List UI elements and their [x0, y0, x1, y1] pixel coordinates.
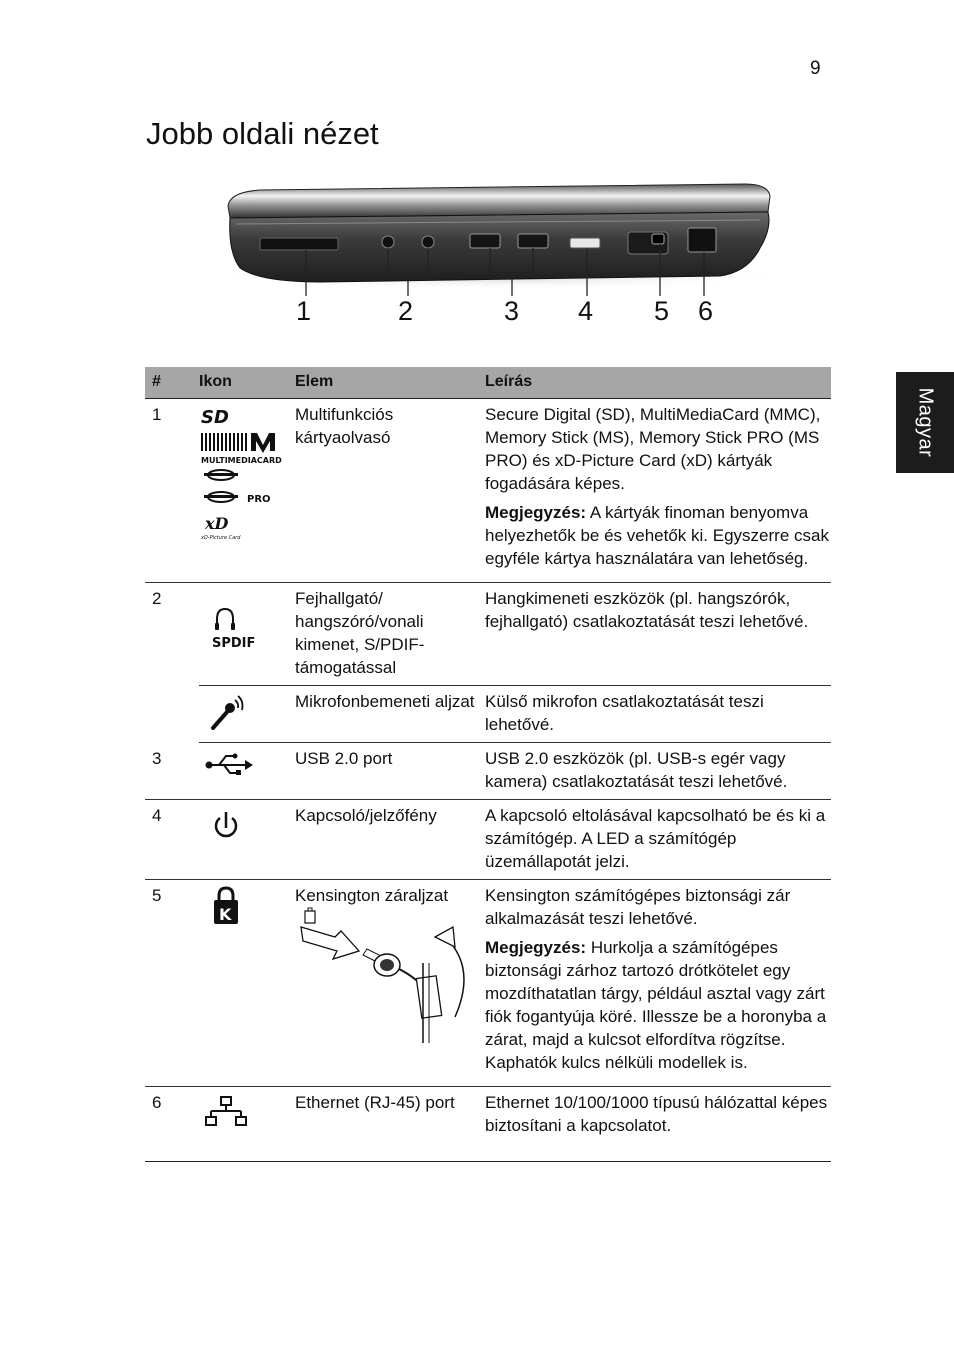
row-num: 2	[152, 589, 162, 608]
headphone-spdif-icon	[199, 583, 295, 686]
row-description	[485, 880, 831, 1087]
ethernet-icon	[199, 1087, 295, 1162]
ms-pro-logo-text: PRO	[247, 494, 271, 505]
callout-4: 4	[578, 296, 594, 326]
note-label: Megjegyzés:	[485, 938, 587, 957]
row-element	[295, 880, 485, 1087]
row-element: Kapcsoló/jelzőfény	[295, 800, 485, 880]
table-row	[145, 1087, 831, 1162]
mmc-logo-text: MULTIMEDIACARD	[201, 456, 282, 465]
kensington-lock-illustration	[295, 907, 475, 1047]
header-icon: Ikon	[199, 367, 295, 399]
header-element: Elem	[295, 367, 485, 399]
row-description	[485, 399, 831, 583]
kensington-lock-icon	[199, 880, 295, 1087]
row-description: Ethernet 10/100/1000 típusú hálózattal képes biztosítani a kapcsolatot.	[485, 1087, 831, 1162]
row-description: USB 2.0 eszközök (pl. USB-s egér vagy kamera) csatlakoztatását teszi lehetővé.	[485, 743, 831, 800]
table-row	[145, 880, 831, 1087]
table-row	[145, 583, 831, 686]
table-header-row	[145, 367, 831, 399]
memory-card-logos-icon	[199, 399, 295, 583]
language-side-tab	[896, 372, 954, 473]
svg-text:K: K	[219, 905, 232, 924]
microphone-icon	[199, 686, 295, 743]
element-label: Kensington záraljzat	[295, 886, 449, 905]
usb-icon	[199, 743, 295, 800]
header-description: Leírás	[485, 367, 831, 399]
callout-3: 3	[504, 296, 520, 326]
page-number: 9	[810, 58, 821, 79]
row-element: Ethernet (RJ-45) port	[295, 1087, 485, 1162]
laptop-right-side-illustration	[200, 178, 800, 296]
row-element: Mikrofonbemeneti aljzat	[295, 686, 485, 743]
note-paragraph	[485, 936, 831, 1074]
callout-2: 2	[398, 296, 414, 326]
header-num: #	[145, 367, 199, 399]
table-row	[145, 800, 831, 880]
note-text: A kártyák finoman benyomva helyezhetők be és vehetők ki. Egyszerre csak egyféle kártya használatára van lehetőség.	[485, 503, 829, 568]
table-row	[145, 686, 831, 743]
row-description: Hangkimeneti eszközök (pl. hangszórók, fejhallgató) csatlakoztatását teszi lehetővé.	[485, 583, 831, 686]
side-tab-label: Magyar	[914, 387, 937, 458]
table-row	[145, 399, 831, 583]
note-text: Hurkolja a számítógépes biztonsági zárhoz tartozó drótkötelet egy mozdíthatatlan tárgy, például asztal vagy zárt fiók fogantyúja köré. Illessze be a horonyba a zárat, majd a kulcsot elfordítva rögzítse. Kaphatók kulcs nélküli modellek is.	[485, 938, 827, 1072]
spdif-label: SPDIF	[212, 636, 256, 651]
ports-table	[145, 367, 831, 1162]
callout-5: 5	[654, 296, 670, 326]
table-row	[145, 743, 831, 800]
description-text: Secure Digital (SD), MultiMediaCard (MMC), Memory Stick (MS), Memory Stick PRO (MS PRO) és xD-Picture Card (xD) kártyák fogadására képes.	[485, 405, 821, 493]
row-description: Külső mikrofon csatlakoztatását teszi lehetővé.	[485, 686, 831, 743]
callout-1: 1	[296, 296, 312, 326]
sd-logo-text: SD	[201, 407, 229, 428]
row-num: 5	[145, 880, 199, 1087]
power-icon	[199, 800, 295, 880]
row-description: A kapcsoló eltolásával kapcsolható be és ki a számítógép. A LED a számítógép üzemállapotát jelzi.	[485, 800, 831, 880]
note-paragraph	[485, 501, 831, 570]
xd-logo-text: xD-Picture Card	[201, 535, 241, 541]
note-label: Megjegyzés:	[485, 503, 587, 522]
figure-callouts	[0, 296, 954, 336]
svg-text:xD: xD	[205, 514, 229, 533]
description-text: Kensington számítógépes biztonsági zár alkalmazását teszi lehetővé.	[485, 886, 791, 928]
row-num: 1	[145, 399, 199, 583]
callout-6: 6	[698, 296, 714, 326]
row-num: 3	[145, 743, 199, 800]
page-title: Jobb oldali nézet	[146, 116, 379, 151]
row-element: Multifunkciós kártyaolvasó	[295, 399, 485, 583]
row-num: 6	[145, 1087, 199, 1162]
row-num: 4	[145, 800, 199, 880]
row-element: Fejhallgató/ hangszóró/vonali kimenet, S/PDIF-támogatással	[295, 583, 485, 686]
row-element: USB 2.0 port	[295, 743, 485, 800]
